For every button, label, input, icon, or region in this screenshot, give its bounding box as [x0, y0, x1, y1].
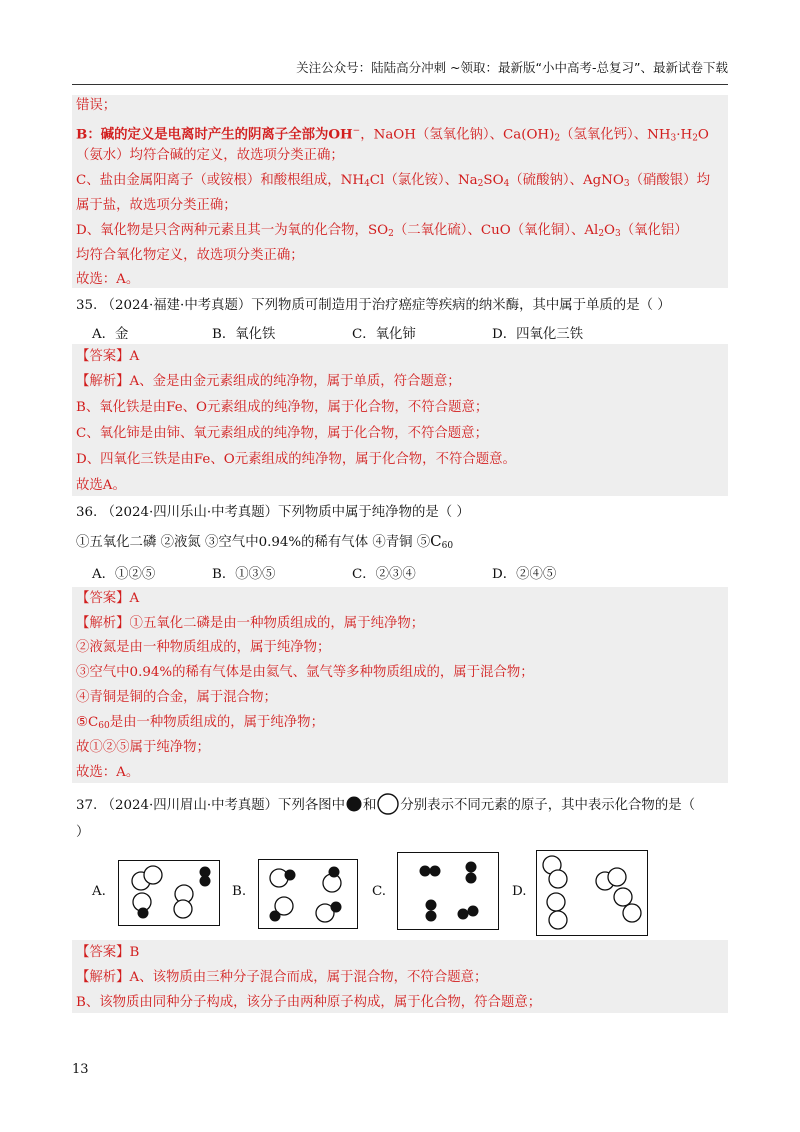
- text-line: 故①②⑤属于纯净物；: [76, 740, 210, 755]
- option-a: A．金: [92, 327, 129, 342]
- diagram-label-b: B.: [232, 884, 247, 899]
- text-line: 属于盐，故选项分类正确；: [76, 198, 237, 213]
- answer-label: 【答案】A: [76, 591, 140, 606]
- option-c: C．氧化铈: [352, 327, 416, 342]
- diagram-a-molecules: [119, 861, 219, 925]
- answer-block-35: [72, 344, 728, 496]
- text-line: （氨水）均符合碱的定义，故选项分类正确；: [76, 148, 344, 163]
- text-line: 均符合氧化物定义，故选项分类正确；: [76, 248, 304, 263]
- header-divider: [72, 84, 728, 85]
- question-36-items: ①五氧化二磷 ②液氮 ③空气中0.94%的稀有气体 ④青铜 $⑤C_{60}$: [76, 532, 454, 551]
- text-line: ④青铜是铜的合金，属于混合物；: [76, 690, 277, 705]
- option-a: A．①②⑤: [92, 567, 156, 582]
- text-line: ③空气中0.94%的稀有气体是由氦气、氩气等多种物质组成的，属于混合物；: [76, 665, 534, 680]
- text-line: 【解析】A、该物质由三种分子混合而成，属于混合物，不符合题意；: [76, 970, 488, 985]
- option-d: D．②④⑤: [492, 567, 557, 582]
- text-line: 【解析】A、金是由金元素组成的纯净物，属于单质，符合题意；: [76, 374, 461, 389]
- diagram-b-molecules: [259, 860, 357, 928]
- text-line: ②液氮是由一种物质组成的，属于纯净物；: [76, 640, 331, 655]
- option-d: D．四氧化三铁: [492, 327, 584, 342]
- text-line: B、氧化铁是由Fe、O元素组成的纯净物，属于化合物，不符合题意；: [76, 400, 489, 415]
- diagram-d-molecules: [537, 851, 647, 935]
- text-line: 故选A。: [76, 478, 126, 493]
- page-number: 13: [72, 1062, 89, 1077]
- diagram-a: [118, 860, 220, 926]
- diagram-c-molecules: [398, 853, 498, 929]
- question-37-stem-end: ）: [76, 825, 90, 840]
- page-header: 关注公众号：陆陆高分冲刺 ~领取：最新版“小中高考-总复习”、最新试卷下载: [296, 60, 728, 75]
- diagram-b: [258, 859, 358, 929]
- white-atom-icon: [376, 793, 400, 815]
- explanation-b: B：碱的定义是电离时产生的阴离子全部为OH−，NaOH（氢氧化钠）、$Ca(OH)_2$（氢氧化钙）、$NH_3\cdot H_2O$: [76, 126, 709, 144]
- diagram-label-c: C.: [372, 884, 387, 899]
- text-line: C、氧化铈是由铈、氧元素组成的纯净物，属于化合物，不符合题意；: [76, 426, 488, 441]
- question-37-stem: 37. （2024·四川眉山·中考真题）下列各图中 和 分别表示不同元素的原子，其中表示化合物的是（: [76, 793, 695, 816]
- diagram-label-a: A.: [92, 884, 106, 899]
- explanation-c: C、盐由金属阳离子（或铵根）和酸根组成，$NH_4Cl$（氯化铵）、$Na_2SO_4$（硫酸钠）、AgNO$_3$（硝酸银）均: [76, 173, 710, 189]
- explanation-d: D、氧化物是只含两种元素且其一为氧的化合物，$SO_2$（二氧化硫）、CuO（氧化铜）、$Al_2O_3$（氧化铝）: [76, 223, 688, 239]
- option-b: B．①③⑤: [212, 567, 276, 582]
- text-line: 错误；: [76, 98, 117, 113]
- answer-label: 【答案】A: [76, 349, 140, 364]
- diagram-label-d: D.: [512, 884, 527, 899]
- option-c: C．②③④: [352, 567, 416, 582]
- question-35-stem: 35. （2024·福建·中考真题）下列物质可制造用于治疗癌症等疾病的纳米酶，其中属于单质的是（ ）: [76, 298, 671, 313]
- black-atom-icon: [345, 796, 363, 812]
- option-b: B．氧化铁: [212, 327, 276, 342]
- text-line: 【解析】①五氧化二磷是由一种物质组成的，属于纯净物；: [76, 616, 425, 631]
- diagram-c: [397, 852, 499, 930]
- text-line: D、四氧化三铁是由Fe、O元素组成的纯净物，属于化合物，不符合题意。: [76, 452, 516, 467]
- diagram-d: [536, 850, 648, 936]
- text-line: 故选：A。: [76, 272, 140, 287]
- answer-label: 【答案】B: [76, 945, 140, 960]
- text-line: $⑤C_{60}$是由一种物质组成的，属于纯净物；: [76, 715, 324, 731]
- text-line: B、该物质由同种分子构成，该分子由两种原子构成，属于化合物，符合题意；: [76, 995, 542, 1010]
- question-36-stem: 36. （2024·四川乐山·中考真题）下列物质中属于纯净物的是（ ）: [76, 505, 470, 520]
- text-line: 故选：A。: [76, 765, 140, 780]
